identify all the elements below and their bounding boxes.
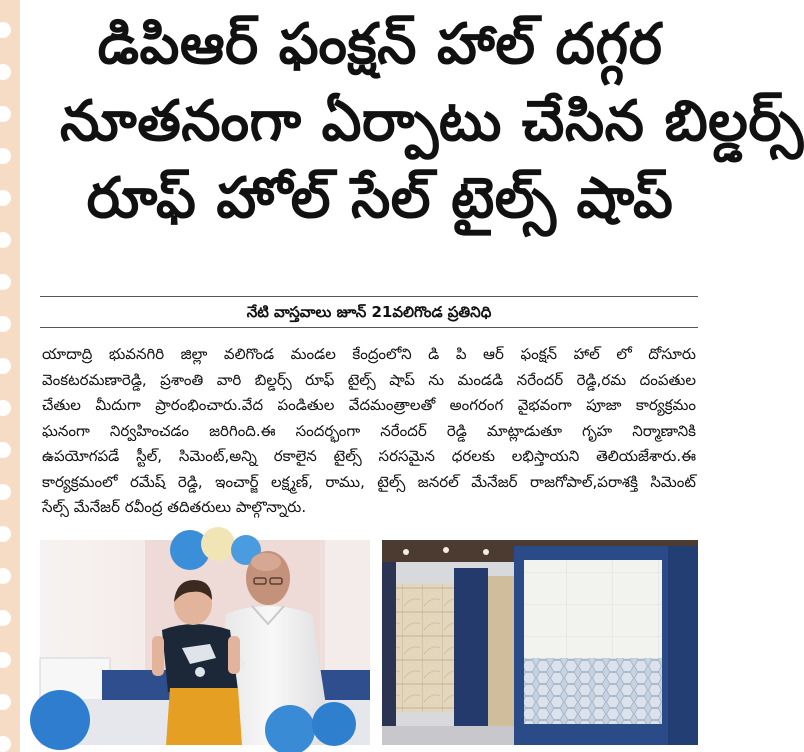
ceiling-light — [483, 549, 489, 555]
tile-panel-marble — [488, 576, 514, 726]
child-arm — [228, 636, 240, 674]
byline: నేటి వాస్తవాలు జూన్ 21వలిగొండ ప్రతినిధి — [40, 296, 698, 328]
body-line: యాదాద్రి భువనగిరి జిల్లా వలిగొండ మండల కేంద్రంలోని డి పి ఆర్ ఫంక్షన్ హాల్ లో దోసూరు — [42, 345, 696, 363]
right-wall — [325, 540, 370, 675]
body-line: ఘనంగా నిర్వహించడం జరిగింది.ఈ సందర్భంగా నరేందర్ రెడ్డి మాట్లాడుతూ గృహ నిర్మాణానికి — [42, 421, 696, 440]
tile-display-white — [524, 560, 662, 658]
body-line: చేతుల మీదుగా ప్రారంభించారు.వేద పండితుల వేదమంత్రాలతో అంగరంగ వైభవంగా పూజా కార్యక్రమం — [42, 396, 696, 414]
headline-line: రూఫ్ హోల్ సేల్ టైల్స్ షాప్ — [86, 166, 674, 231]
photo-inauguration-image — [40, 540, 370, 745]
article-body — [42, 342, 696, 521]
showroom-floor — [382, 726, 514, 745]
display-frame-left — [382, 562, 396, 732]
headline-line: నూతనంగా ఏర్పాటు చేసిన బిల్డర్స్ — [60, 89, 804, 154]
display-frame-navy — [454, 568, 488, 728]
balloon-cream — [201, 527, 235, 561]
body-line: వెంకటరమణారెడ్డి, ప్రశాంతి వారి బిల్డర్స్ రూఫ్ టైల్స్ షాప్ ను మండడి నరేందర్ రెడ్డి,రమ దంపతుల — [42, 370, 696, 389]
photo-inauguration — [40, 540, 370, 745]
tile-panel-beige — [396, 584, 454, 712]
photo-tile-showroom-image — [382, 540, 698, 745]
body-line: సేల్స్ మేనేజర్ రవీంద్ర తదితరులు పాల్గొన్నారు. — [42, 498, 307, 516]
headline — [60, 6, 804, 237]
body-line: ఉపయోగపడే స్టీల్, సిమెంట్,అన్ని రకాలైన టైల్స్ సరసమైన ధరలకు లభిస్తాయని తెలియజేశారు.ఈ — [42, 447, 696, 465]
display-frame-edge — [668, 546, 698, 745]
tile-display-hexagon — [524, 658, 662, 724]
man-head-highlight — [251, 553, 281, 571]
balloon-blue — [30, 690, 90, 750]
child-arm — [152, 636, 164, 676]
body-line: కార్యక్రమంలో రమేష్ రెడ్డి, ఇంచార్జ్ లక్ష్మణ్, రాము, టైల్స్ జనరల్ మేనేజర్ రాజగోపాల్,పరాశక్తి సిమెంట్ — [42, 472, 696, 491]
photo-tile-showroom — [382, 540, 698, 745]
child-shirt-print — [195, 667, 205, 677]
child-pants — [166, 688, 242, 745]
ceiling-light — [403, 549, 409, 555]
headline-line: డిపిఆర్ ఫంక్షన్ హాల్ దగ్గర — [97, 12, 663, 77]
ceiling-light — [443, 547, 449, 553]
perforated-border — [0, 0, 22, 752]
balloon-blue — [312, 702, 356, 746]
